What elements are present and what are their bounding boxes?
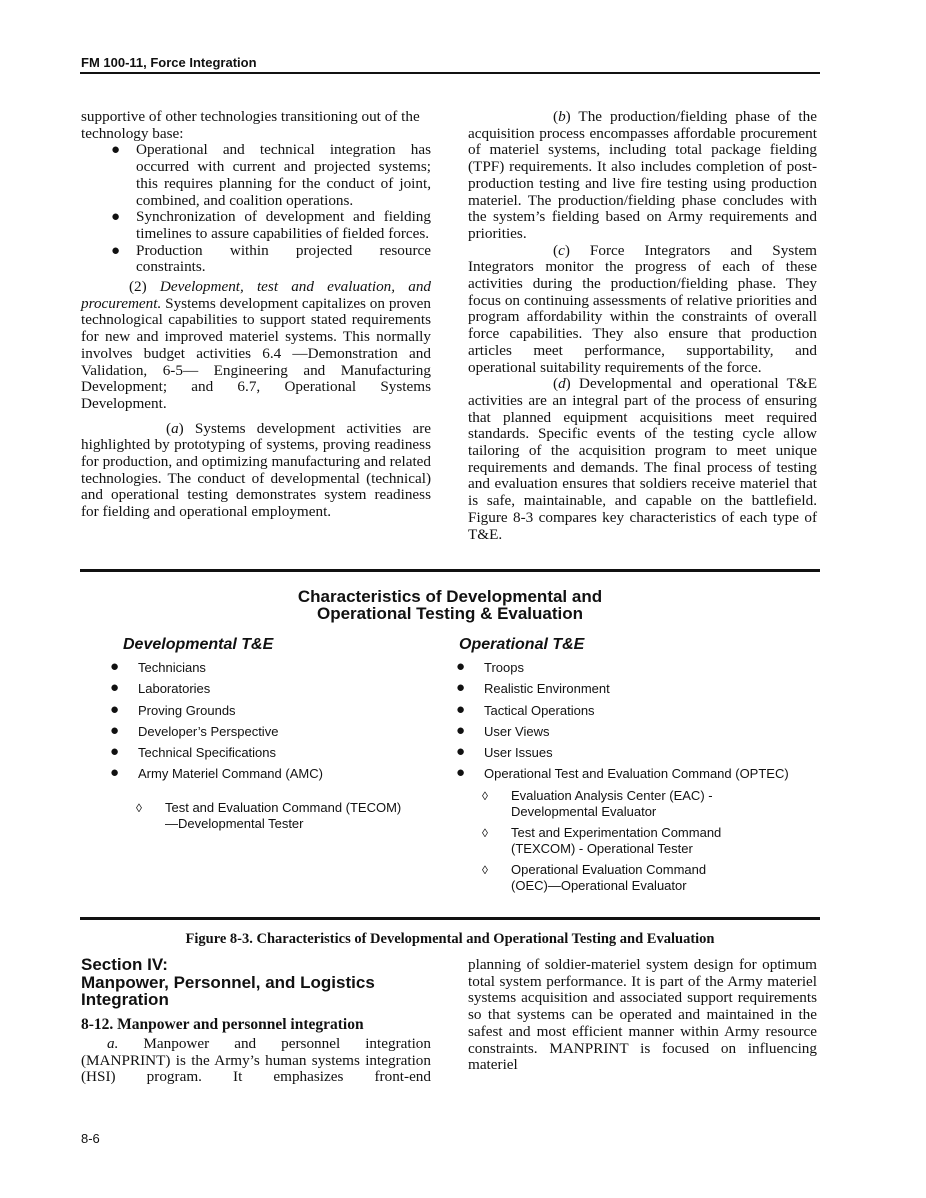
list-item: ● User Issues <box>456 743 553 761</box>
header-rule <box>80 72 820 74</box>
bullet-item: ● Synchronization of development and fielding timelines to assure capabilities of fielded forces. <box>111 208 431 242</box>
operational-sub-list <box>456 788 746 894</box>
left-column-top <box>81 109 431 521</box>
bullet-icon: ● <box>110 764 120 782</box>
page-number: 8-6 <box>81 1131 100 1146</box>
right-column-top <box>468 109 817 543</box>
bullet-icon: ● <box>111 141 121 159</box>
operational-column <box>456 636 796 899</box>
list-item: ● Developer’s Perspective <box>110 721 279 739</box>
sub-list-item: ◊ Test and Evaluation Command (TECOM)—Developmental Tester <box>136 799 402 831</box>
operational-heading: Operational T&E <box>459 636 585 653</box>
list-item: ● Army Materiel Command (AMC) <box>110 764 323 782</box>
intro-paragraph: supportive of other technologies transitioning out of the technology base: <box>81 108 420 142</box>
diamond-icon: ◊ <box>482 825 488 840</box>
subsection-title: 8-12. Manpower and personnel integration <box>81 1016 364 1033</box>
intro-bullet-list <box>81 142 431 276</box>
paragraph-2-lead: Development, test and evaluation, and procurement. <box>81 278 432 312</box>
figure-top-rule <box>80 569 820 572</box>
diamond-icon: ◊ <box>482 862 488 877</box>
operational-list <box>456 660 796 782</box>
section-paragraph-a-left: a. Manpower and personnel integration (MANPRINT) is the Army’s human systems integration (HSI) program. It emphasizes front-end <box>81 1035 431 1086</box>
bullet-icon: ● <box>110 679 120 697</box>
sub-list-item: ◊ Operational Evaluation Command (OEC)—Operational Evaluator <box>482 861 707 893</box>
list-item: ● Technical Specifications <box>110 743 277 761</box>
paragraph-b: (b) The production/fielding phase of the acquisition process encompasses affordable procurement of materiel systems, including total package fielding (TPF) requirements. It also includes completion of post-production testing and live fire testing using production materiel. The production/fielding phase concludes with the system’s fielding based on Army requirements and priorities. <box>468 108 817 242</box>
list-item: ● Realistic Environment <box>456 679 610 697</box>
developmental-heading: Developmental T&E <box>123 636 274 653</box>
list-item: ● Operational Test and Evaluation Command (OPTEC) <box>456 764 789 782</box>
bullet-icon: ● <box>110 658 120 675</box>
section-paragraph-a-right: planning of soldier-materiel system design for optimum total system performance. It is part of the Army materiel systems acquisition and associated support requirements so that systems can be operated and maintained in the safest and most efficient manner within Army resource constraints. MANPRINT is focused on influencing materiel <box>468 956 817 1074</box>
bullet-item: ● Production within projected resource constraints. <box>111 241 431 276</box>
bullet-icon: ● <box>456 679 466 697</box>
developmental-list <box>110 660 440 782</box>
developmental-column <box>110 636 440 837</box>
right-column-bottom <box>468 957 817 1074</box>
section-title: Section IV: Manpower, Personnel, and Logistics Integration <box>81 955 375 1009</box>
bullet-icon: ● <box>110 700 120 718</box>
bullet-icon: ● <box>456 700 466 718</box>
list-item: ● Troops <box>456 658 524 675</box>
diamond-icon: ◊ <box>482 788 488 803</box>
bullet-icon: ● <box>456 721 466 739</box>
list-item: ● Tactical Operations <box>456 700 595 718</box>
paragraph-d: (d) Developmental and operational T&E activities are an integral part of the process of ensuring that planned equipment acquisitions meet required standards. Specific events of the testing cycle allow tailoring of the acquisition program to meet unique requirements and demands. The final process of testing and evaluation ensures that soldiers receive materiel that is safe, maintainable, and capable on the battlefield. Figure 8-3 compares key characteristics of each type of T&E. <box>468 375 817 543</box>
bullet-icon: ● <box>456 743 466 761</box>
list-item: ● Proving Grounds <box>110 700 236 718</box>
developmental-sub-list <box>110 800 410 832</box>
paragraph-2: (2) Development, test and evaluation, and procurement. Systems development capitalizes on proven technological capabilities to support stated requirements for new and improved materiel systems. This normally involves budget activities 6.4 —Demonstration and Validation, 6-5— Engineering and Manufacturing Development; and 6.7, Operational Systems Development. <box>81 278 432 412</box>
running-header: FM 100-11, Force Integration <box>81 55 257 70</box>
paragraph-a: (a) Systems development activities are highlighted by prototyping of systems, proving readiness for production, and optimizing manufacturing and related technologies. The conduct of developmental (technical) and operational testing demonstrates system readiness for fielding and operational employment. <box>81 419 431 521</box>
sub-list-item: ◊ Test and Experimentation Command (TEXCOM) - Operational Tester <box>482 824 722 856</box>
diamond-icon: ◊ <box>136 800 142 815</box>
bullet-icon: ● <box>110 721 120 739</box>
figure-bottom-rule <box>80 917 820 920</box>
sub-list-item: ◊ Evaluation Analysis Center (EAC) - Developmental Evaluator <box>482 787 713 819</box>
bullet-icon: ● <box>456 764 466 782</box>
list-item: ● Technicians <box>110 658 206 675</box>
list-item: ● Laboratories <box>110 679 211 697</box>
bullet-item: ● Operational and technical integration has occurred with current and projected systems; this requires planning for the conduct of joint, combined, and coalition operations. <box>111 141 431 209</box>
bullet-icon: ● <box>111 208 121 226</box>
list-item: ● User Views <box>456 721 550 739</box>
figure-title: Characteristics of Developmental and Operational Testing & Evaluation <box>297 587 603 623</box>
paragraph-c: (c) Force Integrators and System Integrators monitor the progress of each of these activities during the production/fielding phase. They focus on continuing assessments of relative priorities and program affordability within the constraints of overall force capabilities. They also ensure that production articles meet performance, supportability, and operational suitability requirements of the force. <box>468 241 817 376</box>
left-column-bottom <box>81 1036 431 1086</box>
figure-caption: Figure 8-3. Characteristics of Developmental and Operational Testing and Evaluation <box>185 931 715 947</box>
bullet-icon: ● <box>456 658 466 675</box>
bullet-icon: ● <box>110 743 120 761</box>
bullet-icon: ● <box>111 241 121 259</box>
